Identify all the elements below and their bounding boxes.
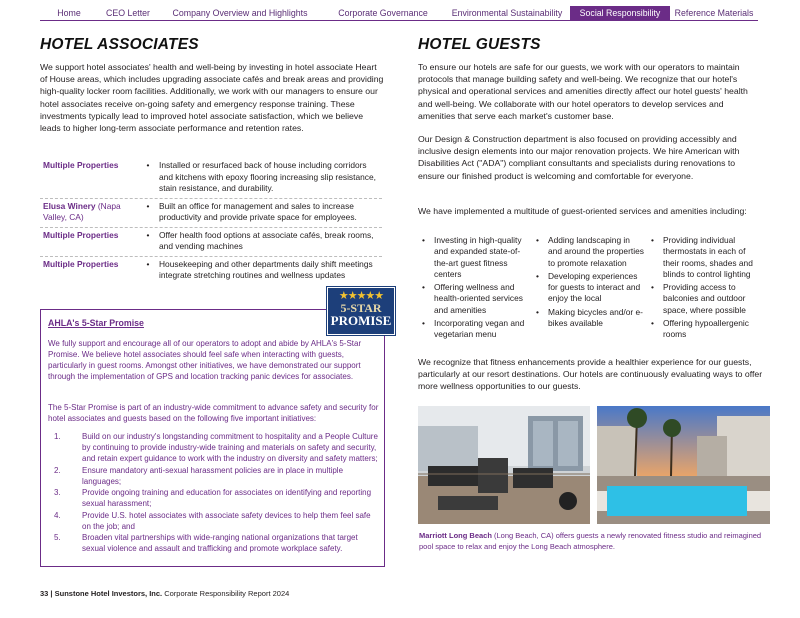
list-item: • Providing individual thermostats in each of their rooms, shades and blinds to control lighting <box>651 235 753 279</box>
list-item: • Investing in high-quality and expanded state-of-the-art guest fitness centers <box>422 235 522 279</box>
guests-paragraph-3: We have implemented a multitude of guest-oriented services and amenities including: <box>418 206 747 216</box>
report-name: Corporate Responsibility Report 2024 <box>162 589 290 598</box>
ahla-initiatives-list <box>48 431 380 555</box>
nav-environmental-sustainability[interactable]: Environmental Sustainability <box>451 8 563 18</box>
list-item: • Developing experiences for guests to interact and enjoy the local <box>536 270 641 304</box>
property-name: Elusa Winery <box>43 200 96 211</box>
list-item: • Adding landscaping in and around the properties to promote relaxation <box>536 235 644 268</box>
table-row <box>40 199 382 228</box>
nav-social-responsibility[interactable]: Social Responsibility <box>570 6 670 20</box>
amenities-column-2 <box>536 235 644 331</box>
fitness-studio-photo <box>418 406 590 524</box>
table-row <box>40 158 382 199</box>
list-item: • Incorporating vegan and vegetarian menu <box>422 318 525 340</box>
caption-property: Marriott Long Beach <box>419 531 492 540</box>
table-row <box>40 257 382 285</box>
initiative-description: Built an office for management and sales to increase productivity and provide private space for employees. <box>159 200 357 222</box>
list-item: 2. Ensure mandatory anti-sexual harassment policies are in place in multiple languages; <box>54 465 344 486</box>
amenities-column-3 <box>651 235 761 343</box>
page-number-company: 33 | Sunstone Hotel Investors, Inc. <box>40 589 163 598</box>
initiative-description: Housekeeping and other departments daily shift meetings integrate stretching routines and wellness updates <box>159 258 373 280</box>
hotel-associates-heading: HOTEL ASSOCIATES <box>40 36 199 53</box>
list-item: 4. Provide U.S. hotel associates with associate safety devices to help them feel safe on the job; and <box>54 510 371 531</box>
amenities-column-1 <box>422 235 530 343</box>
badge-line-2: PROMISE <box>330 313 392 328</box>
list-item: 3. Provide ongoing training and education for associates on identifying and reporting sexual harassment; <box>54 488 372 508</box>
ahla-paragraph-1: We fully support and encourage all of our operators to adopt and abide by AHLA's 5-Star Promise. We believe hotel associates should feel safe when interacting with guests, particularly in guest rooms. Amongst other initiatives, we have demonstrated our support through the implementation of GPS and location tracking panic devices for associates. <box>48 339 362 381</box>
list-item: • Providing access to balconies and outdoor space, where possible <box>651 282 746 315</box>
initiative-description: Installed or resurfaced back of house including corridors and kitchens with epoxy flooring increasing slip resistance, stain resistance, and durability. <box>159 160 376 193</box>
table-row <box>40 228 382 257</box>
pool-photo <box>597 406 770 524</box>
associates-initiatives-table <box>40 158 382 285</box>
guests-paragraph-4: We recognize that fitness enhancements provide a healthier experience for our guests, particularly at our resort destinations. Our hotels are continuously evaluating ways to offer more wellness opportunities to our guests. <box>418 357 763 392</box>
nav-home[interactable]: Home <box>57 8 81 18</box>
guests-paragraph-1: To ensure our hotels are safe for our guests, we work with our operators to maintain protocols that manage building safety and well-being. We recognize that our hotel's physical and operational services and amenities directly affect our hotel guests' health and well-being. We collaborate with our hotel operators to develop services and amenities that serve each market's customer base. <box>418 62 748 121</box>
caption-text: (Long Beach, CA) offers guests a newly renovated fitness studio and reimagined pool space to relax and enjoy the Long Beach atmosphere. <box>419 531 762 551</box>
list-item: 1. Build on our industry's longstanding commitment to hospitality and a People Culture by continuing to provide industry-wide training and materials on safety and security, and retain expert guidance to work with the industry on diversity and safety matters; <box>54 432 378 463</box>
ahla-title: AHLA's 5-Star Promise <box>48 318 144 328</box>
badge-line-1: 5-STAR <box>340 301 382 315</box>
top-navigation <box>40 6 758 21</box>
bullet: • <box>146 200 150 211</box>
nav-reference-materials[interactable]: Reference Materials <box>674 8 754 18</box>
ahla-paragraph-2: The 5-Star Promise is part of an industry-wide commitment to advance safety and security for hotel associates and guests based on the following five important initiatives: <box>48 403 379 423</box>
bullet: • <box>146 258 150 269</box>
page-footer <box>40 589 289 598</box>
five-star-promise-logo <box>327 287 395 335</box>
property-name: Multiple Properties <box>43 229 119 240</box>
initiative-description: Offer health food options at associate cafés, break rooms, and vending machines <box>159 229 374 251</box>
property-location: (Napa Valley, CA) <box>43 200 121 222</box>
stars-icon: ★★★★★ <box>338 290 384 302</box>
property-name: Multiple Properties <box>43 160 119 170</box>
list-item: • Offering wellness and health-oriented services and amenities <box>422 282 523 315</box>
nav-company-overview[interactable]: Company Overview and Highlights <box>172 8 308 18</box>
property-name: Multiple Properties <box>43 258 119 269</box>
bullet: • <box>146 160 150 170</box>
guests-paragraph-2: Our Design & Construction department is also focused on providing accessibly and inclusive design elements into our major renovation projects. We hire American with Disabilities Act ("ADA") compliant consultants and specialists during renovations to ensure our finished product is welcoming and comfortable for everyone. <box>418 134 740 181</box>
bullet: • <box>146 229 150 240</box>
nav-corporate-governance[interactable]: Corporate Governance <box>338 8 428 18</box>
list-item: • Offering hypoallergenic rooms <box>651 318 749 340</box>
list-item: 5. Broaden vital partnerships with wide-ranging national organizations that target sexual violence and assault and trafficking and promote workplace safety. <box>54 533 358 553</box>
nav-ceo-letter[interactable]: CEO Letter <box>105 8 150 18</box>
associates-intro: We support hotel associates' health and well-being by investing in hotel associate Heart of House areas, which includes upgrading associate cafés and break areas and providing high-quality locker room facilities. Additionally, we work with our managers to ensure our hotel associates receive on-going safety and emergency response training. These investments typically lead to improved hotel associate satisfaction, which we believe leads to higher long-term associate performance and retention rates. <box>40 62 384 134</box>
photo-caption <box>419 531 771 552</box>
ahla-promise-box <box>40 309 385 567</box>
list-item: • Making bicycles and/or e-bikes available <box>536 306 643 329</box>
hotel-guests-heading: HOTEL GUESTS <box>418 36 541 53</box>
